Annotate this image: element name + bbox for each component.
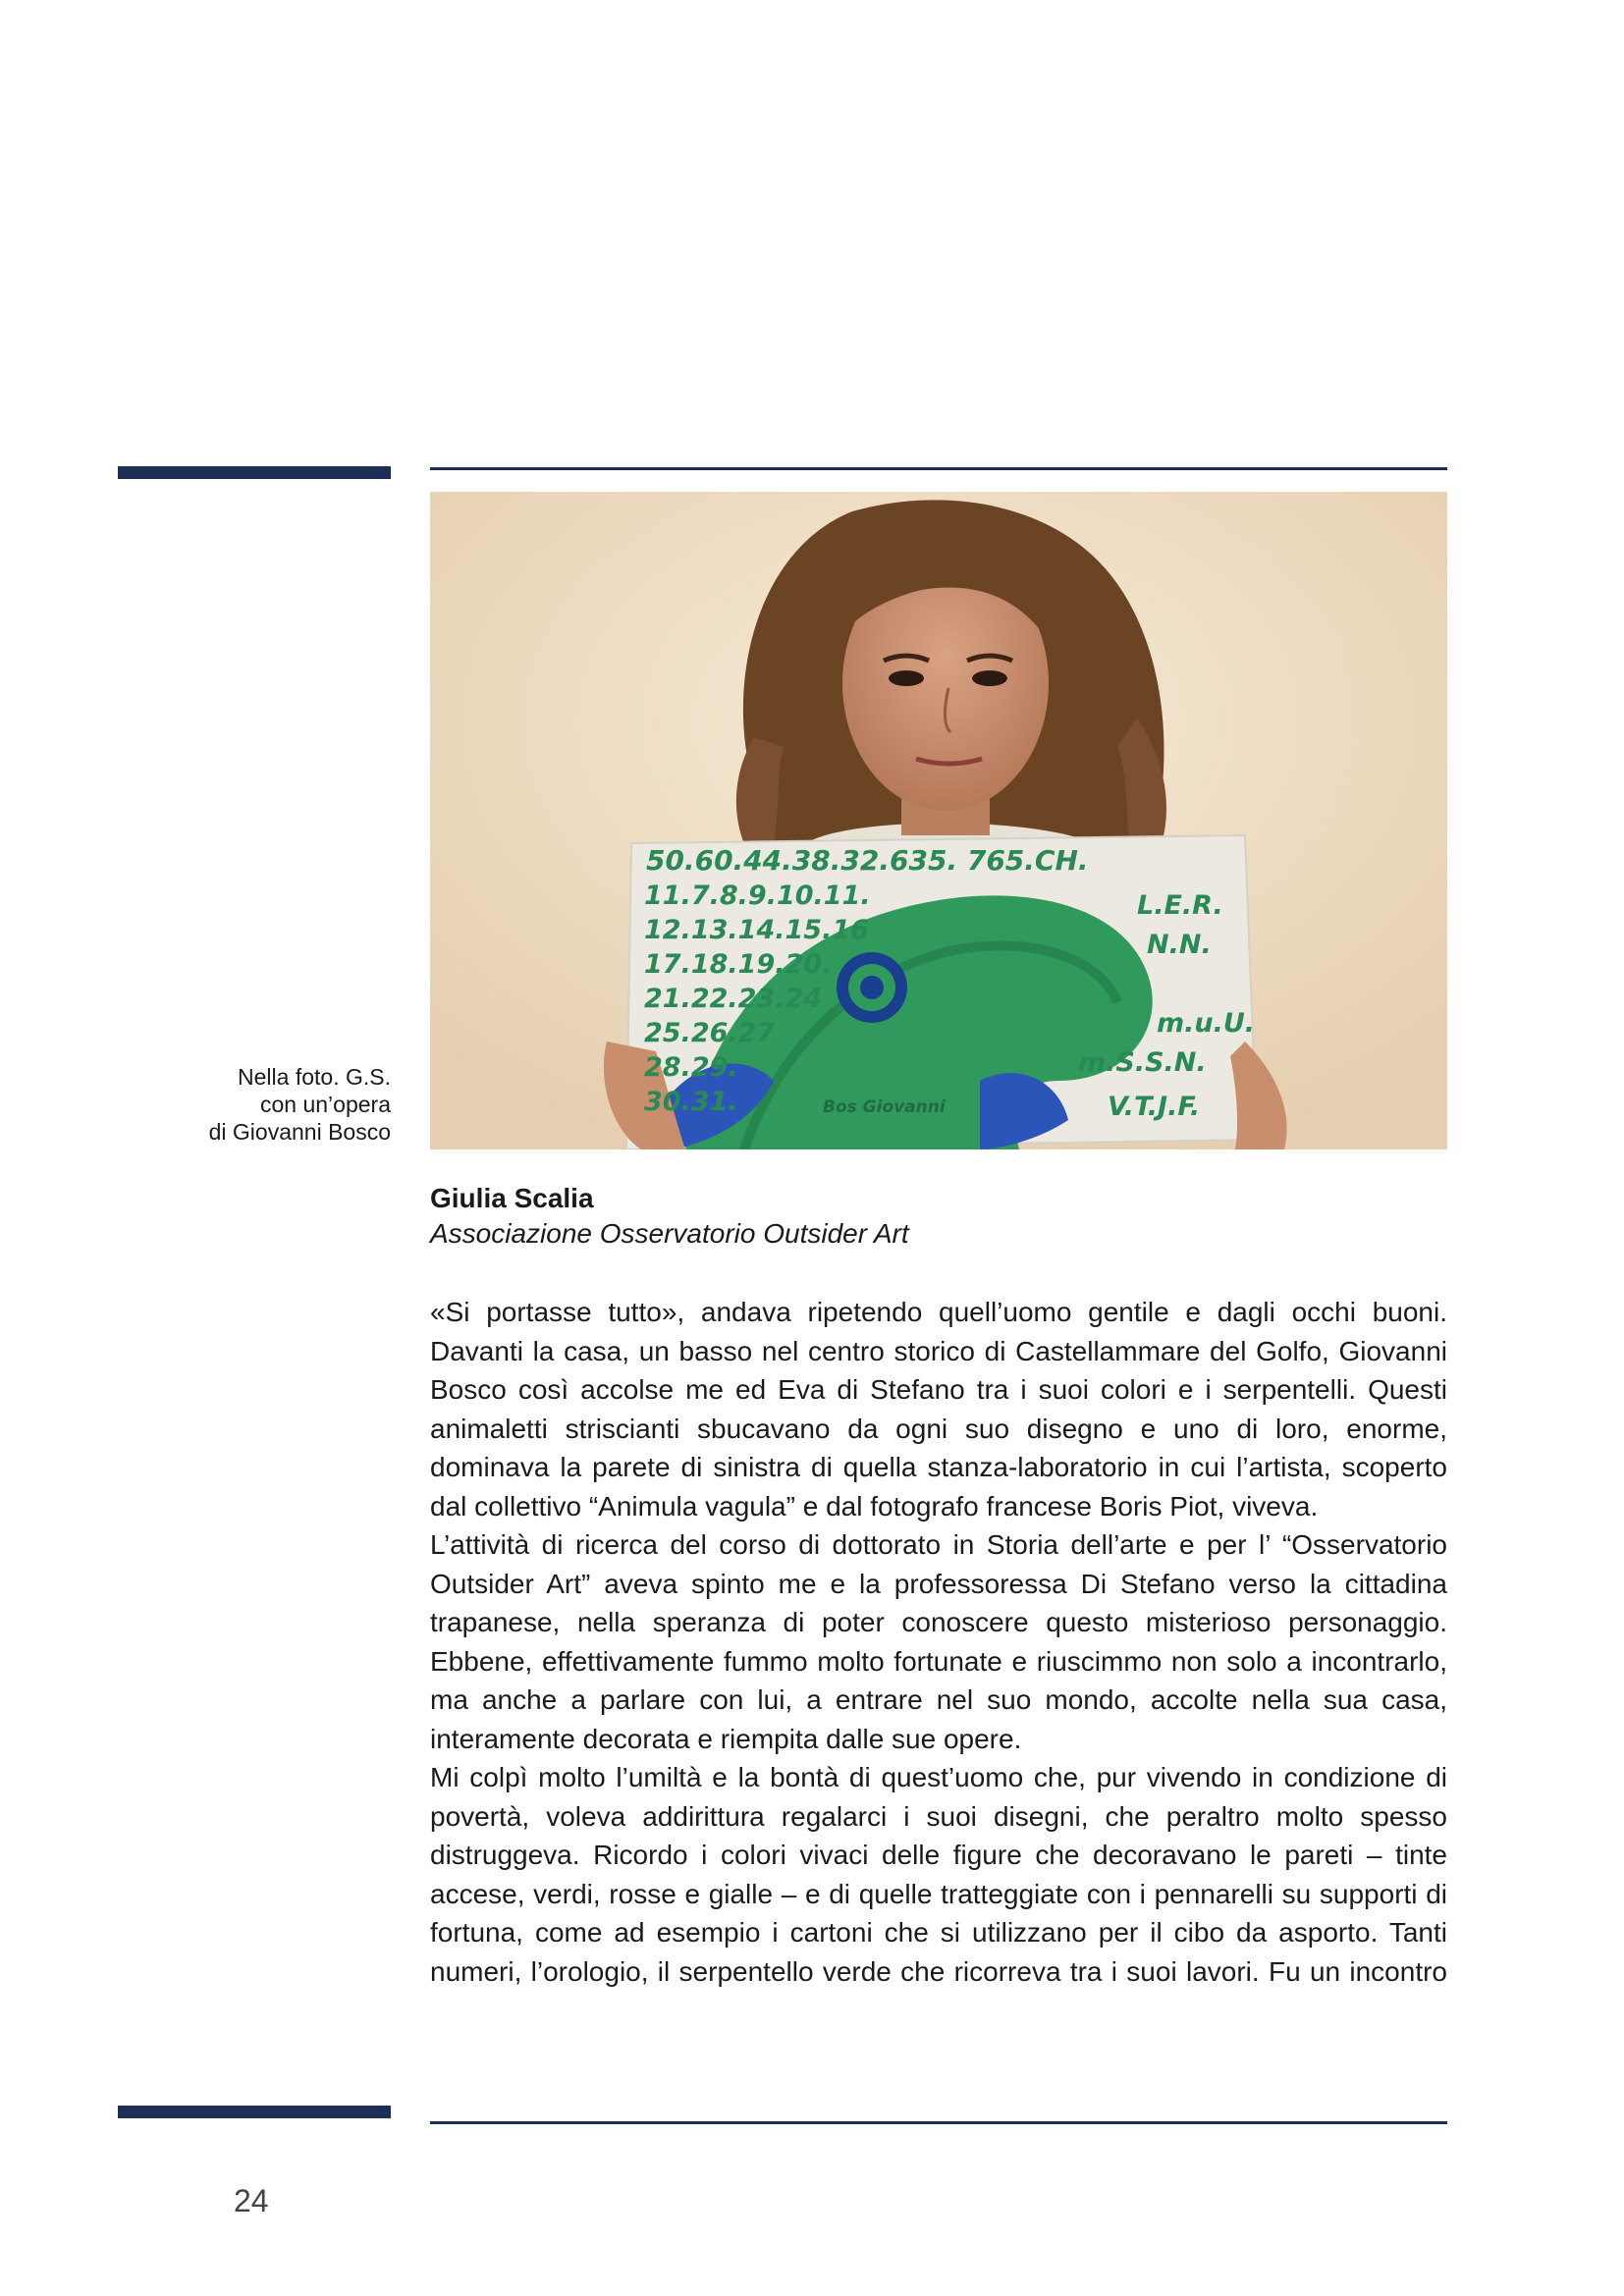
author-organization: Associazione Osservatorio Outsider Art [430, 1218, 909, 1249]
artwork-row2: 11.7.8.9.10.11. [644, 881, 871, 911]
artwork-right3: m.u.U. [1157, 1008, 1256, 1039]
artwork-row3: 12.13.14.15.16 [644, 915, 869, 945]
author-block [430, 1181, 1447, 1252]
portrait-photo [430, 492, 1447, 1149]
body-paragraph: «Si portasse tutto», andava ripetendo quell’uomo gentile e dagli occhi buoni. Davanti la casa, un basso nel centro storico di Castellammare del Golfo, Giovanni Bosco così accolse me ed Eva di Stefano tra i suoi colori e i serpentelli. Questi animaletti striscianti sbucavano da ogni suo disegno e uno di loro, enorme, dominava la parete di sinistra di quella stanza-laboratorio in cui l’artista, scoperto dal collettivo “Animula vagula” e dal fotografo francese Boris Piot, viveva. [430, 1297, 1447, 1522]
artwork-row1: 50.60.44.38.32.635. 765.CH. [646, 844, 1089, 877]
page-number: 24 [234, 2183, 269, 2218]
artwork-right1: L.E.R. [1137, 890, 1223, 921]
artwork-bottom-writing: Bos Giovanni [823, 1097, 946, 1117]
top-left-accent-bar [118, 466, 391, 479]
top-rule [430, 467, 1447, 470]
serpent-eye-inner [860, 976, 884, 999]
artwork-right4: m.S.S.N. [1078, 1047, 1207, 1078]
portrait-illustration [430, 492, 1447, 1149]
body-paragraph: Mi colpì molto l’umiltà e la bontà di quest’uomo che, pur vivendo in condizione di povertà, voleva addirittura regalarci i suoi disegni, che peraltro molto spesso distruggeva. Ricordo i colori vivaci delle figure che decoravano le pareti – tinte accese, verdi, rosse e gialle – e di quelle tratteggiate con i pennarelli su supporti di fortuna, come ad esempio i cartoni che si utilizzano per il cibo da asporto. Tanti numeri, l’orologio, il serpentello verde che ricorreva tra i suoi lavori. Fu un incontro [430, 1762, 1447, 1987]
left-eye [889, 670, 924, 686]
artwork-row7: 28.29. [644, 1052, 738, 1083]
author-name: Giulia Scalia [430, 1183, 594, 1213]
caption-line: Nella foto. G.S. [238, 1064, 391, 1090]
bottom-rule [430, 2121, 1447, 2124]
caption-line: di Giovanni Bosco [208, 1119, 391, 1145]
caption-line: con un’opera [260, 1092, 391, 1117]
right-eye [972, 670, 1007, 686]
artwork-right5: V.T.J.F. [1108, 1092, 1201, 1122]
artwork-right2: N.N. [1147, 930, 1212, 960]
artwork-row5: 21.22.23.24 [644, 984, 823, 1014]
body-paragraph: L’attività di ricerca del corso di dottorato in Storia dell’arte e per l’ “Osservatorio Outsider Art” aveva spinto me e la professoressa Di Stefano verso la cittadina trapanese, nella speranza di poter conoscere questo misterioso personaggio. Ebbene, effettivamente fummo molto fortunate e riuscimmo non solo a incontrarlo, ma anche a parlare con lui, a entrare nel suo mondo, accolte nella sua casa, interamente decorata e riempita dalle sue opere. [430, 1529, 1447, 1754]
artwork-row4: 17.18.19.20. [644, 949, 833, 980]
artwork-row8: 30.31. [644, 1087, 738, 1117]
photo-caption [147, 1063, 391, 1146]
bottom-left-accent-bar [118, 2106, 391, 2118]
article-body [430, 1293, 1447, 1991]
artwork-row6: 25.26.27 [644, 1018, 776, 1048]
